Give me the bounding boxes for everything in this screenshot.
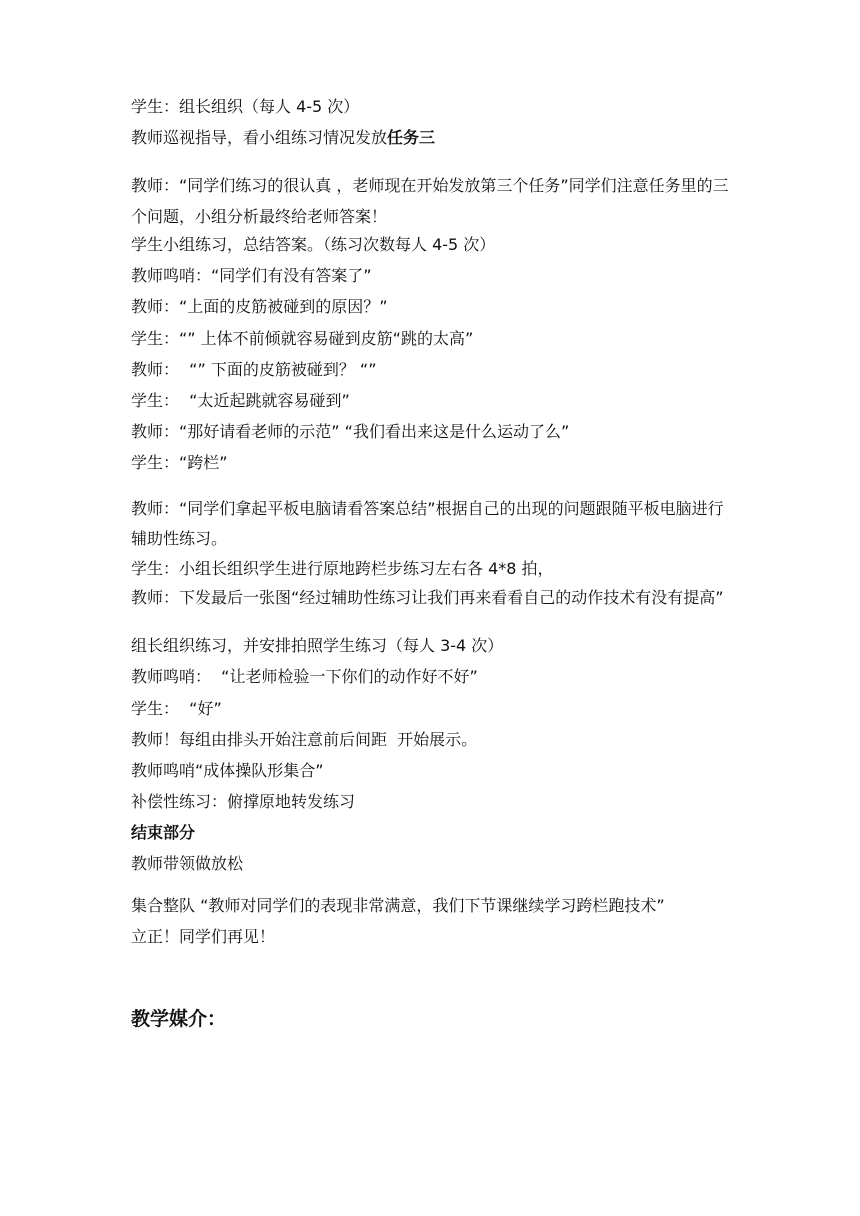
text-run: 教师巡视指导，看小组练习情况发放: [131, 128, 388, 147]
text-line: 教师： “” 下面的皮筋被碰到？ “”: [131, 360, 377, 379]
text-line: 教师带领做放松: [131, 854, 244, 873]
text-line: 教师鸣哨： “让老师检验一下你们的动作好不好”: [131, 667, 478, 686]
text-paragraph: 教师：下发最后一张图“经过辅助性练习让我们再来看看自己的动作技术有没有提高”: [131, 588, 724, 607]
text-line: 补偿性练习：俯撑原地转发练习: [131, 792, 356, 811]
section-heading: 结束部分: [131, 823, 196, 842]
text-line: 学生：“” 上体不前倾就容易碰到皮筋“跳的太高”: [131, 329, 474, 348]
task-three-label: 任务三: [387, 128, 436, 147]
text-line: 组长组织练习，并安排拍照学生练习（每人 3-4 次）: [131, 636, 504, 655]
media-heading: 教学媒介：: [131, 1008, 227, 1030]
text-line: 教师：“那好请看老师的示范” “我们看出来这是什么运动了么”: [131, 422, 570, 441]
text-line: 教师鸣哨“成体操队形集合”: [131, 761, 324, 780]
text-paragraph: 教师：“同学们拿起平板电脑请看答案总结”根据自己的出现的问题跟随平板电脑进行辅助性练习。: [131, 499, 724, 548]
text-line: 学生： “好”: [131, 699, 222, 718]
text-line: 立正！同学们再见！: [131, 927, 276, 946]
text-line: 集合整队 “教师对同学们的表现非常满意，我们下节课继续学习跨栏跑技术”: [131, 896, 665, 915]
text-line: 教师：“上面的皮筋被碰到的原因？”: [131, 297, 388, 316]
text-line: 学生：“跨栏”: [131, 453, 228, 472]
text-line: 教师！每组由排头开始注意前后间距 开始展示。: [131, 730, 478, 749]
text-paragraph: 教师：“同学们练习的很认真 ，老师现在开始发放第三个任务”同学们注意任务里的三个问题，小组分析最终给老师答案！: [131, 176, 729, 226]
text-line: 学生： “太近起跳就容易碰到”: [131, 391, 350, 410]
text-line: 教师鸣哨：“同学们有没有答案了”: [131, 266, 372, 285]
text-line: 学生小组练习，总结答案。（练习次数每人 4-5 次）: [131, 235, 496, 254]
text-line: 学生：组长组织（每人 4-5 次）: [131, 97, 360, 116]
text-line: 学生：小组长组织学生进行原地跨栏步练习左右各 4*8 拍，: [131, 559, 554, 578]
text-line: [131, 127, 435, 149]
